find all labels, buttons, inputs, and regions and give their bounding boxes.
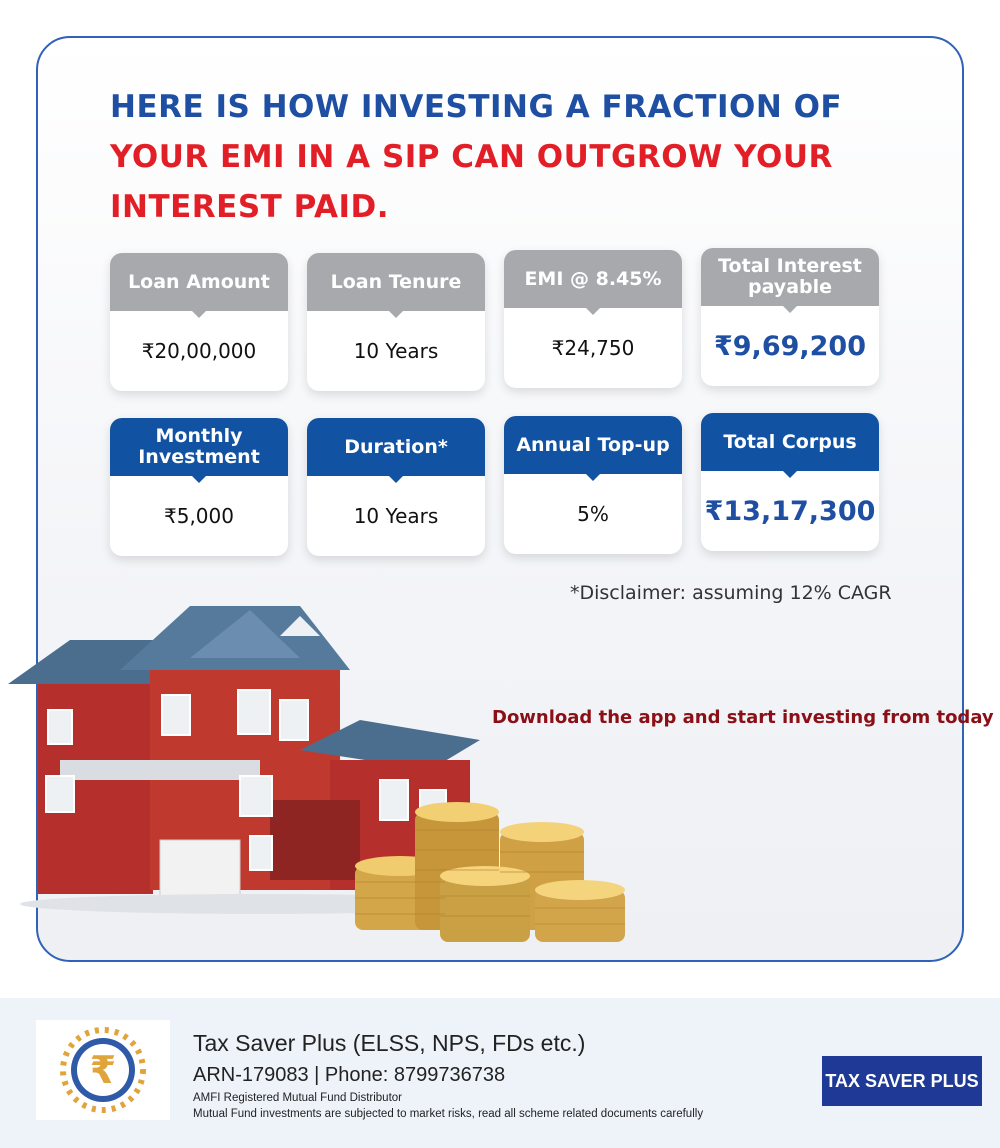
card-label: Loan Amount xyxy=(110,253,288,311)
headline-line-3: INTEREST PAID. xyxy=(110,189,390,225)
headline xyxy=(110,82,910,232)
card-value: ₹20,00,000 xyxy=(141,339,257,363)
card-value: 5% xyxy=(577,502,609,526)
headline-line-1: HERE IS HOW INVESTING A FRACTION OF xyxy=(110,89,843,125)
card-monthly-investment xyxy=(110,418,288,556)
card-label: Total Interest payable xyxy=(701,248,879,306)
headline-line-2: YOUR EMI IN A SIP CAN OUTGROW YOUR xyxy=(110,139,833,175)
card-label: Annual Top-up xyxy=(504,416,682,474)
footer-title: Tax Saver Plus (ELSS, NPS, FDs etc.) xyxy=(193,1030,586,1056)
card-value: 10 Years xyxy=(353,339,439,363)
card-annual-topup xyxy=(504,416,682,554)
brand-badge: TAX SAVER PLUS xyxy=(822,1056,982,1106)
card-loan-amount xyxy=(110,253,288,391)
rupee-symbol: ₹ xyxy=(89,1048,117,1092)
rupee-logo-icon xyxy=(36,1020,170,1120)
card-loan-tenure xyxy=(307,253,485,391)
card-label: Monthly Investment xyxy=(110,418,288,476)
card-duration xyxy=(307,418,485,556)
card-total-corpus xyxy=(701,413,879,551)
card-label: Duration* xyxy=(307,418,485,476)
card-value: 10 Years xyxy=(353,504,439,528)
card-emi xyxy=(504,250,682,388)
card-label: Loan Tenure xyxy=(307,253,485,311)
footer-amfi: AMFI Registered Mutual Fund Distributor xyxy=(193,1092,402,1104)
card-value: ₹9,69,200 xyxy=(713,330,867,362)
card-value: ₹24,750 xyxy=(551,336,635,360)
footer xyxy=(0,998,1000,1148)
footer-info xyxy=(193,1028,703,1122)
card-total-interest xyxy=(701,248,879,386)
card-value: ₹5,000 xyxy=(164,504,234,528)
house-and-coins-illustration xyxy=(0,600,640,960)
footer-arn-phone: ARN-179083 | Phone: 8799736738 xyxy=(193,1064,506,1086)
rupee-logo xyxy=(36,1020,170,1120)
footer-risk-note: Mutual Fund investments are subjected to market risks, read all scheme related documents carefully xyxy=(193,1108,704,1120)
card-value: ₹13,17,300 xyxy=(704,495,876,527)
card-label: Total Corpus xyxy=(701,413,879,471)
card-label: EMI @ 8.45% xyxy=(504,250,682,308)
download-cta: Download the app and start investing from today xyxy=(492,707,994,728)
disclaimer: *Disclaimer: assuming 12% CAGR xyxy=(570,582,892,604)
